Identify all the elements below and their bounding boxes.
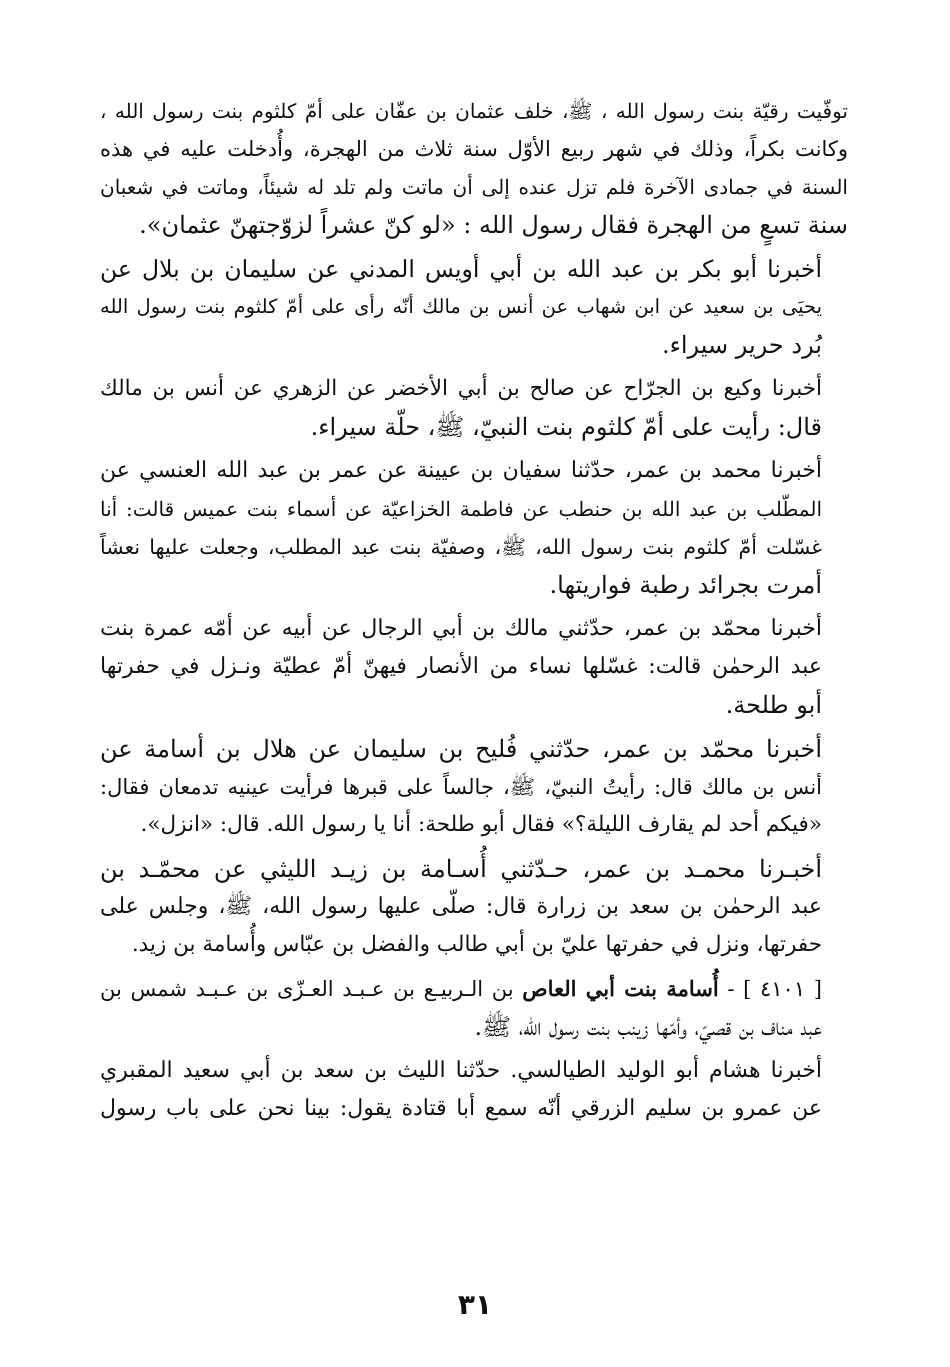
text-line: وكانت بكراً، وذلك في شهر ربيع الأوّل سنة ثلاث من الهجرة، وأُدخلت عليه في هذه — [100, 137, 848, 161]
entry-text: بن الـربيـع بن عـبـد العـزّى بن عـبـد شمس بن — [100, 977, 514, 1001]
paragraph-7 — [100, 850, 848, 964]
paragraph-6 — [100, 730, 848, 844]
entry-name: أُسامة بنت أبي العاص — [522, 976, 719, 1001]
paragraph-4 — [100, 452, 848, 604]
text-line: بُرد حرير سيراء. — [661, 331, 822, 359]
text-line: يحيَى بن سعيد عن ابن شهاب عن أنس بن مالك أنّه رأى على أمّ كلثوم بنت رسول الله — [100, 295, 822, 318]
paragraph-1 — [100, 92, 848, 244]
text-line: أبو طلحة. — [725, 691, 822, 719]
page-body — [100, 92, 848, 1134]
paragraph-3 — [100, 370, 848, 446]
paragraph-9 — [100, 1052, 848, 1128]
text-line: أخبرنا وكيع بن الجرّاح عن صالح بن أبي الأخضر عن الزهري عن أنس بن مالك — [100, 376, 822, 401]
text-line: قال: رأيت على أمّ كلثوم بنت النبيّ، ﷺ، حلّة سيراء. — [310, 413, 822, 441]
text-line: أخبرنا محمد بن عمر، حدّثنا سفيان بن عيينة عن عمر بن عبد الله العنسي عن — [100, 458, 822, 483]
text-line: سنة تسعٍ من الهجرة فقال رسول الله : «لو كنّ عشراً لزوّجتهنّ عثمان». — [139, 211, 848, 239]
text-line: أخبرنا أبو بكر بن عبد الله بن أبي أويس المدني عن سليمان بن بلال عن — [100, 255, 822, 283]
text-line: «فيكم أحد لم يقارف الليلة؟» فقال أبو طلحة: أنا يا رسول الله. قال: «انزل». — [140, 812, 822, 837]
text-line: أمرت بجرائد رطبة فواريتها. — [549, 571, 822, 599]
text-line: السنة في جمادى الآخرة فلم تزل عنده إلى أن ماتت ولم تلد له شيئاً، وماتت في شعبان — [100, 175, 848, 199]
text-line — [100, 970, 848, 1008]
text-line: حفرتها، ونزل في حفرتها عليّ بن أبي طالب والفضل بن عبّاس وأُسامة بن زيد. — [131, 932, 822, 957]
entry-number: [ ٤١٠١ ] - — [727, 977, 822, 1001]
text-line: المطّلب بن عبد الله بن حنطب عن فاطمة الخزاعيّة عن أسماء بنت عميس قالت: أنا — [100, 497, 822, 521]
text-line: عبد الرحمٰن قالت: غسّلها نساء من الأنصار فيهنّ أمّ عطيّة ونـزل في حفرتها — [100, 654, 822, 679]
text-line: توفّيت رقيّة بنت رسول الله ، ﷺ، خلف عثمان بن عفّان على أمّ كلثوم بنت رسول الله ، — [100, 99, 848, 123]
paragraph-5 — [100, 610, 848, 724]
page-number: ٣١ — [457, 1288, 493, 1321]
text-line: أخبرنا هشام أبو الوليد الطيالسي. حدّثنا الليث بن سعد بن أبي سعيد المقبري — [100, 1058, 822, 1083]
text-line: أخبـرنا محمـد بن عمر، حـدّثني أُسـامة بن زيـد الليثي عن محمّـد بن — [100, 855, 822, 883]
text-line: أخبرنا محمّد بن عمر، حدّثني فُليح بن سليمان عن هلال بن أسامة عن — [100, 735, 822, 763]
biography-entry — [100, 970, 848, 1046]
text-line: عن عمرو بن سليم الزرقي أنّه سمع أبا قتادة يقول: بينا نحن على باب رسول — [100, 1096, 822, 1121]
text-line: أخبرنا محمّد بن عمر، حدّثني مالك بن أبي الرجال عن أبيه عن أمّه عمرة بنت — [100, 616, 822, 641]
text-line: أنس بن مالك قال: رأيتُ النبيّ، ﷺ، جالساً على قبرها فرأيت عينيه تدمعان فقال: — [100, 775, 822, 799]
paragraph-2 — [100, 250, 848, 364]
text-line: عبد الرحمٰن بن سعد بن زرارة قال: صلّى عليها رسول الله، ﷺ، وجلس على — [100, 894, 822, 919]
text-line: غسّلت أمّ كلثوم بنت رسول الله، ﷺ، وصفيّة بنت عبد المطلب، وجعلت عليها نعشاً — [100, 535, 822, 559]
text-line: عبد مناف بن قصيّ، وأمّها زينب بنت رسول الله، ﷺ. — [474, 1013, 822, 1041]
